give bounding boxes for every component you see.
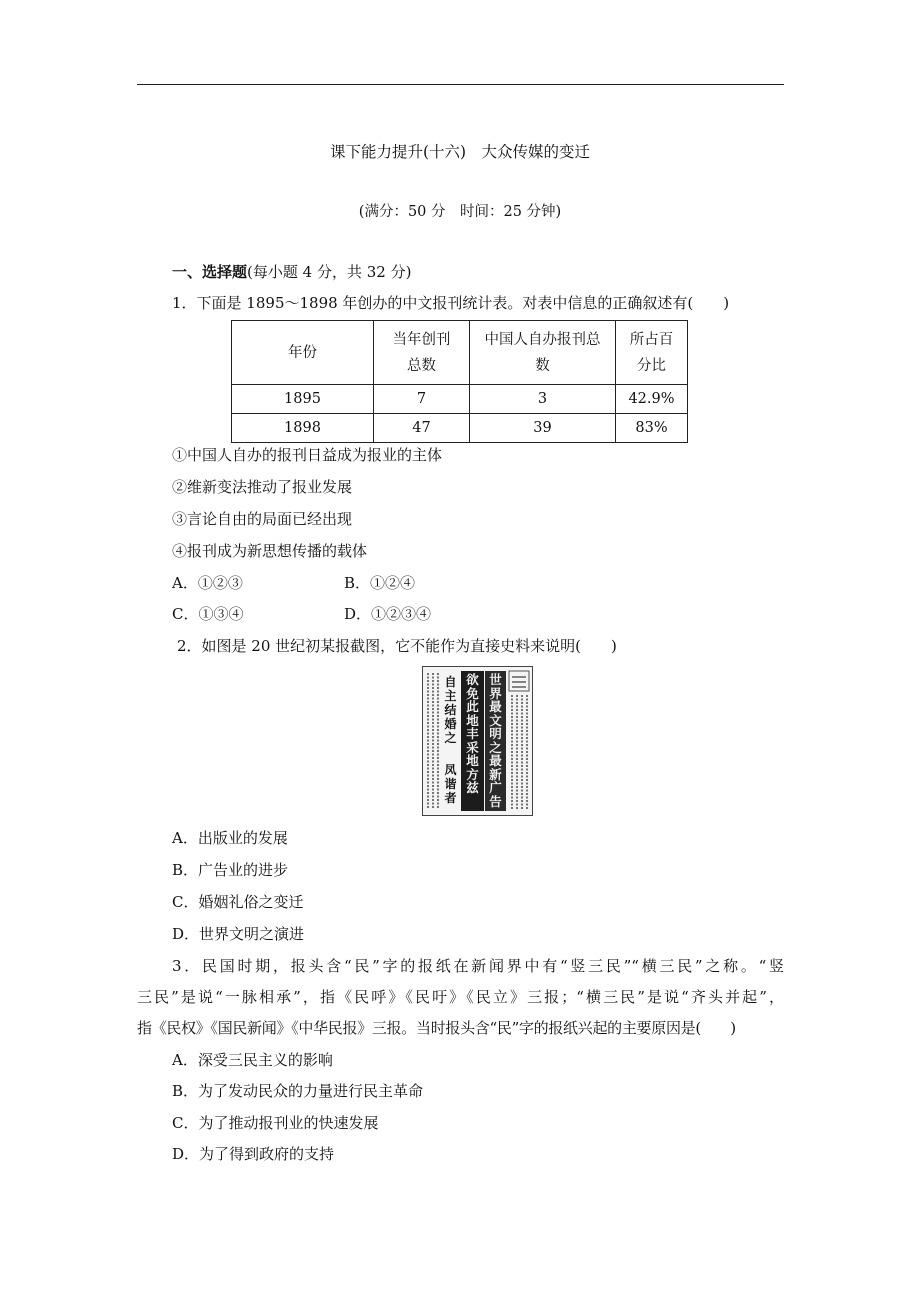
q1-stem: 1．下面是 1895～1898 年创办的中文报刊统计表。对表中信息的正确叙述有( ) — [172, 294, 730, 312]
q1-option-b: B．①②④ — [344, 574, 416, 592]
q1-option-c: C．①③④ — [172, 605, 244, 623]
headline-column-1: 世界最文明之最新广告 — [489, 673, 502, 809]
q3-option-c: C．为了推动报刊业的快速发展 — [172, 1114, 379, 1132]
table-cell: 47 — [374, 414, 470, 443]
headline-column-3: 自主结婚之 — [444, 675, 457, 745]
q3-option-b: B．为了发动民众的力量进行民主革命 — [172, 1082, 424, 1100]
q2-option-a: A．出版业的发展 — [172, 829, 288, 847]
q3-line-2-text: 三民”是说“一脉相承”，指《民呼》《民吁》《民立》三报；“横三民”是说“齐头并起”， — [137, 988, 784, 1006]
section-label: 一、选择题 — [172, 263, 248, 281]
statement-3: ③言论自由的局面已经出现 — [172, 510, 353, 528]
headline-column-2: 欲免此地丰采地方兹 — [466, 673, 479, 795]
q2-option-c: C．婚姻礼俗之变迁 — [172, 893, 304, 911]
table-row — [232, 414, 688, 443]
q3-stem-line-1 — [172, 956, 784, 976]
header-year: 年份 — [232, 321, 374, 385]
table-cell: 39 — [470, 414, 616, 443]
q3-line-1-text: 3．民国时期，报头含“民”字的报纸在新闻界中有“竖三民”“横三民”之称。“竖 — [172, 957, 784, 975]
statement-2: ②维新变法推动了报业发展 — [172, 478, 353, 496]
statement-1: ①中国人自办的报刊日益成为报业的主体 — [172, 446, 443, 464]
q2-option-b: B．广告业的进步 — [172, 861, 289, 879]
header-percent-line2: 分比 — [637, 357, 666, 374]
q1-option-d: D．①②③④ — [344, 605, 432, 623]
section-heading — [172, 262, 411, 282]
header-total-line2: 总数 — [407, 357, 436, 374]
stats-table — [231, 320, 688, 443]
section-note: (每小题 4 分，共 32 分) — [247, 263, 412, 281]
page-subtitle: (满分：50 分 时间：25 分钟) — [358, 204, 562, 220]
header-domestic-line1: 中国人自办报刊总 — [484, 331, 601, 348]
header-domestic-line2: 数 — [535, 357, 550, 374]
table-cell: 3 — [470, 385, 616, 414]
q2-stem: 2．如图是 20 世纪初某报截图，它不能作为直接史料来说明( ) — [177, 637, 617, 655]
q1-option-a: A．①②③ — [172, 574, 243, 592]
headline-column-4: 凤谐者 — [444, 763, 457, 805]
header-domestic — [470, 321, 616, 385]
q3-option-d: D．为了得到政府的支持 — [172, 1145, 335, 1163]
statement-4: ④报刊成为新思想传播的载体 — [172, 542, 368, 560]
header-percent — [616, 321, 688, 385]
table-cell: 1895 — [232, 385, 374, 414]
q2-option-d: D．世界文明之演进 — [172, 925, 305, 943]
table-cell: 42.9% — [616, 385, 688, 414]
q3-option-a: A．深受三民主义的影响 — [172, 1051, 333, 1069]
table-row — [232, 385, 688, 414]
table-cell: 83% — [616, 414, 688, 443]
newspaper-clipping-image — [422, 666, 533, 816]
header-percent-line1: 所占百 — [629, 331, 674, 348]
header-total-line1: 当年创刊 — [392, 331, 451, 348]
q3-stem-line-3: 指《民权》《国民新闻》《中华民报》三报。当时报头含“民”字的报纸兴起的主要原因是( ) — [137, 1019, 736, 1037]
table-header-row — [232, 321, 688, 385]
header-total — [374, 321, 470, 385]
page-title: 课下能力提升(十六) 大众传媒的变迁 — [329, 143, 591, 161]
table-cell: 7 — [374, 385, 470, 414]
table-cell: 1898 — [232, 414, 374, 443]
q3-stem-line-2 — [137, 987, 784, 1007]
top-rule — [137, 84, 784, 85]
